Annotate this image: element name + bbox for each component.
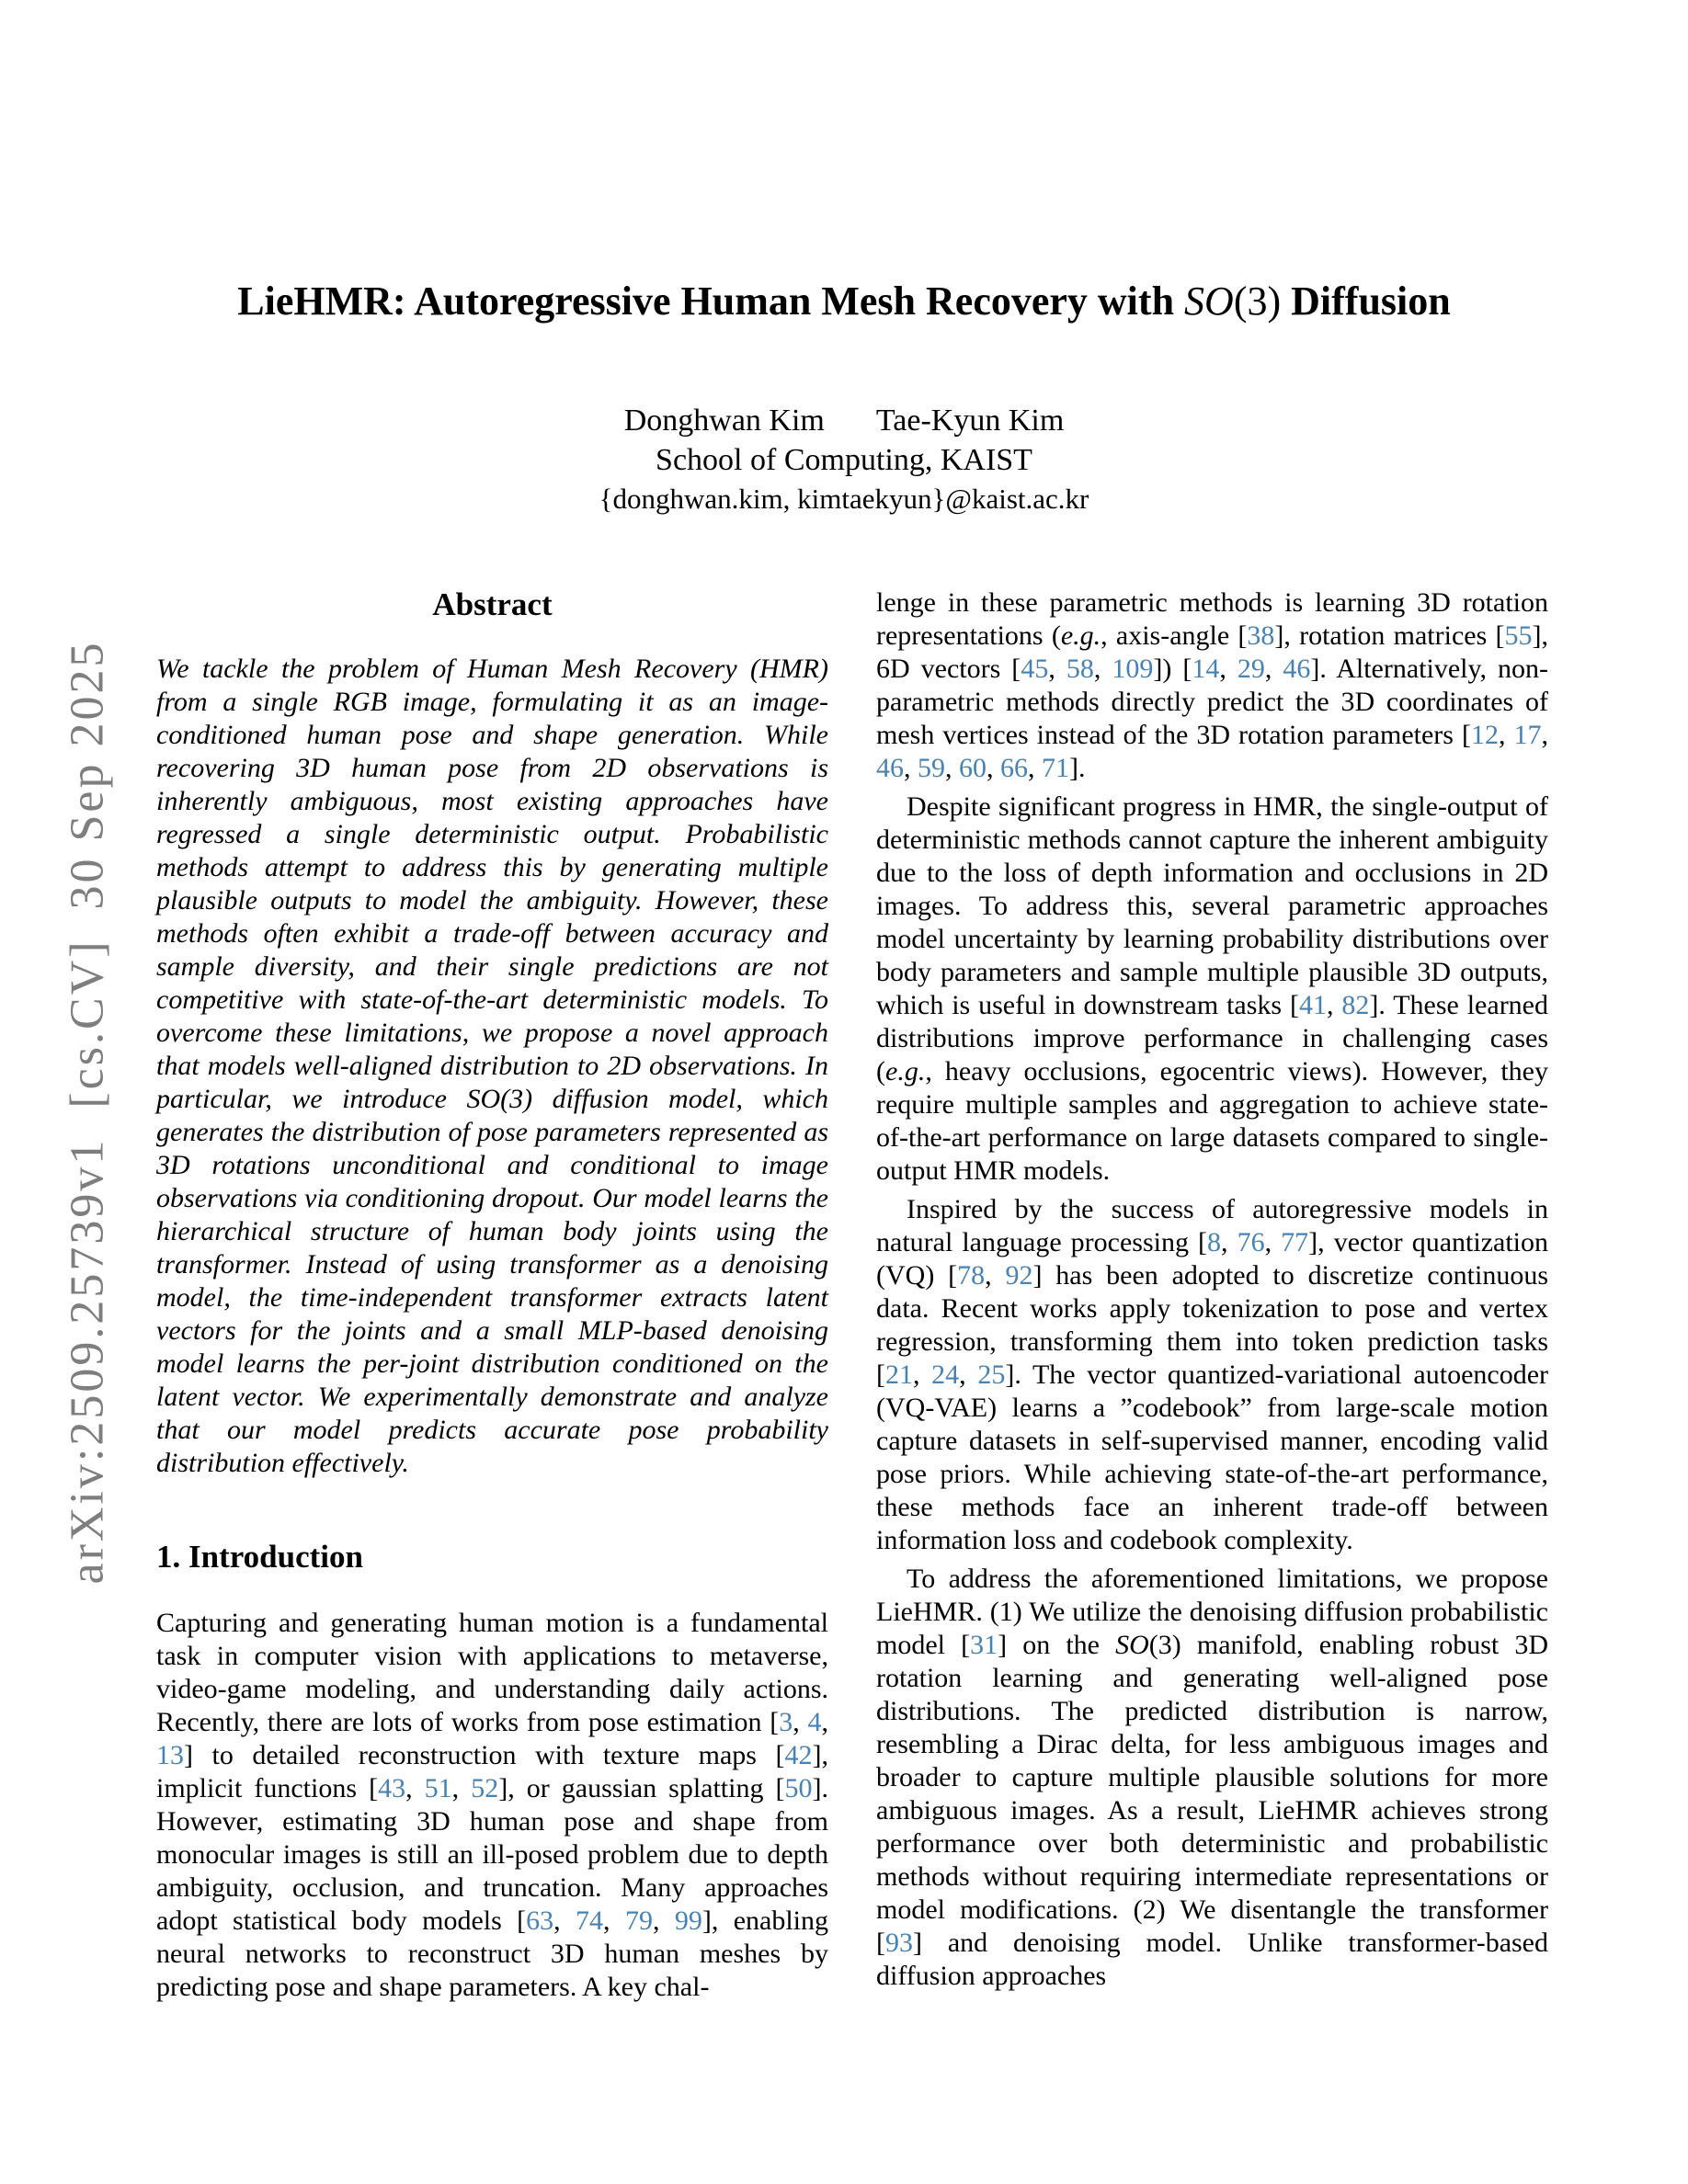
- citation-link[interactable]: 29: [1237, 654, 1265, 684]
- text-segment: We tackle the problem of Human Mesh Recovery (HMR) from a single RGB image, formulating it as an image-conditioned human pose and shape generation. While recovering 3D human pose from 2D observations is inherently ambiguous, most existing approaches have regressed a single deterministic output. Probabilistic methods attempt to address this by generating multiple plausible outputs to model the ambiguity. However, these methods often exhibit a trade-off between accuracy and sample diversity, and their single predictions are not competitive with state-of-the-art deterministic models. To overcome these limitations, we propose a novel approach that models well-aligned distribution to 2D observations. In particular, we introduce SO(3) diffusion model, which generates the distribution of pose parameters represented as 3D rotations unconditional and conditional to image observations via conditioning dropout. Our model learns the hierarchical structure of human body joints using the transformer. Instead of using transformer as a denoising model, the time-independent transformer extracts latent vectors for the joints and a small MLP-based denoising model learns the per-joint distribution conditioned on the latent vector. We experimentally demonstrate and analyze that our model predicts accurate pose probability distribution effectively.: [156, 654, 828, 1478]
- citation-link[interactable]: 79: [624, 1905, 653, 1936]
- text-segment: ], rotation matrices [: [1274, 620, 1505, 651]
- text-segment: ,: [1541, 720, 1549, 750]
- text-segment: ,: [1326, 990, 1342, 1020]
- citation-link[interactable]: 42: [784, 1740, 813, 1770]
- citation-link[interactable]: 93: [885, 1928, 913, 1958]
- author-name: Donghwan Kim: [623, 404, 825, 438]
- text-segment: ,: [603, 1905, 625, 1936]
- citation-link[interactable]: 46: [1283, 654, 1311, 684]
- right-column: [876, 586, 1548, 1993]
- text-segment: SO: [1184, 279, 1234, 324]
- citation-link[interactable]: 74: [576, 1905, 604, 1936]
- text-segment: e.g.: [885, 1056, 926, 1086]
- text-segment: ]. The vector quantized-variational autoencoder (VQ-VAE) learns a ”codebook” from large-scale motion capture datasets in self-supervised manner, encoding valid pose priors. While achieving state-of-the-art performance, these methods face an inherent trade-off between information loss and codebook complexity.: [876, 1359, 1549, 1555]
- text-segment: ]. Alternatively, non-parametric methods directly predict the 3D coordinates of mesh vertices instead of the 3D rotation parameters [: [876, 654, 1549, 750]
- text-segment: ,: [793, 1707, 808, 1737]
- text-segment: Capturing and generating human motion is a fundamental task in computer vision with applications to metaverse, video-game modeling, and understanding daily actions. Recently, there are lots of works from pose estimation [: [156, 1608, 828, 1737]
- text-segment: LieHMR: Autoregressive Human Mesh Recovery with: [237, 279, 1185, 324]
- text-segment: ,: [959, 1359, 978, 1390]
- text-segment: To address the aforementioned limitations, we propose LieHMR. (1) We utilize the denoising diffusion probabilistic model [: [876, 1564, 1548, 1660]
- text-segment: ,: [1048, 654, 1066, 684]
- email-line: {donghwan.kim, kimtaekyun}@kaist.ac.kr: [599, 483, 1089, 515]
- affiliation: School of Computing, KAIST: [656, 443, 1032, 477]
- abstract-heading: Abstract: [432, 586, 553, 622]
- text-segment: ,: [945, 753, 959, 783]
- text-segment: Diffusion: [1281, 279, 1451, 324]
- intro-paragraph-right-2: [876, 791, 1548, 1188]
- citation-link[interactable]: 77: [1281, 1227, 1309, 1257]
- text-segment: e.g.: [1060, 620, 1101, 651]
- text-segment: ], enabling neural networks to reconstruct 3D human meshes by predicting pose and shape parameters. A key chal-: [156, 1905, 829, 2002]
- left-column: [156, 586, 828, 2004]
- text-segment: ,: [1219, 654, 1237, 684]
- arxiv-watermark[interactable]: arXiv:2509.25739v1 [cs.CV] 30 Sep 2025: [61, 640, 114, 1585]
- citation-link[interactable]: 60: [959, 753, 987, 783]
- text-segment: ]) [: [1153, 654, 1192, 684]
- text-segment: ], or gaussian splatting [: [498, 1773, 785, 1803]
- text-segment: ,: [1264, 1227, 1282, 1257]
- citation-link[interactable]: 78: [957, 1260, 986, 1291]
- citation-link[interactable]: 82: [1341, 990, 1370, 1020]
- text-segment: , heavy occlusions, egocentric views). However, they require multiple samples and aggregation to achieve state-of-the-art performance on large datasets compared to single-output HMR models.: [876, 1056, 1548, 1186]
- text-segment: ] to detailed reconstruction with texture maps [: [184, 1740, 785, 1770]
- text-segment: Inspired by the success of autoregressive models in natural language processing [: [876, 1194, 1548, 1257]
- text-segment: lenge in these parametric methods is learning 3D rotation representations (: [876, 587, 1548, 651]
- intro-paragraph-right-4: [876, 1563, 1548, 1993]
- section-heading-introduction: 1. Introduction: [156, 1539, 363, 1575]
- text-segment: SO: [1115, 1630, 1149, 1660]
- citation-link[interactable]: 59: [918, 753, 945, 783]
- text-segment: ] and denoising model. Unlike transformer-based diffusion approaches: [876, 1928, 1548, 1991]
- citation-link[interactable]: 3: [779, 1707, 793, 1737]
- text-segment: ,: [987, 753, 1000, 783]
- citation-link[interactable]: 21: [885, 1359, 913, 1390]
- citation-link[interactable]: 45: [1021, 654, 1049, 684]
- citation-link[interactable]: 58: [1066, 654, 1094, 684]
- text-segment: ,: [1498, 720, 1514, 750]
- citation-link[interactable]: 8: [1207, 1227, 1222, 1257]
- abstract-paragraph: [156, 653, 828, 1480]
- intro-paragraph-right-3: [876, 1193, 1548, 1557]
- text-segment: Despite significant progress in HMR, the single-output of deterministic methods cannot capture the inherent ambiguity due to the loss of depth information and occlusions in 2D images. To address this, several parametric approaches model uncertainty by learning probability distributions over body parameters and sample multiple plausible 3D outputs, which is useful in downstream tasks [: [876, 791, 1548, 1020]
- text-segment: ], 6D vectors [: [876, 620, 1548, 684]
- text-segment: (3): [1233, 279, 1282, 324]
- citation-link[interactable]: 46: [876, 753, 904, 783]
- text-segment: ,: [913, 1359, 932, 1390]
- text-segment: ,: [1221, 1227, 1237, 1257]
- citation-link[interactable]: 76: [1237, 1227, 1265, 1257]
- citation-link[interactable]: 55: [1504, 620, 1533, 651]
- text-segment: ] on the: [998, 1630, 1116, 1660]
- text-segment: ], implicit functions [: [156, 1740, 828, 1803]
- citation-link[interactable]: 13: [156, 1740, 184, 1770]
- citation-link[interactable]: 14: [1192, 654, 1220, 684]
- text-segment: ]. These learned distributions improve performance in challenging cases (: [876, 990, 1548, 1086]
- text-segment: ], vector quantization (VQ) [: [876, 1227, 1549, 1291]
- citation-link[interactable]: 24: [931, 1359, 960, 1390]
- text-segment: , axis-angle [: [1101, 620, 1248, 651]
- citation-link[interactable]: 52: [471, 1773, 499, 1803]
- citation-link[interactable]: 17: [1513, 720, 1542, 750]
- text-segment: (3) manifold, enabling robust 3D rotation learning and generating well-aligned pose distributions. The predicted distribution is narrow, resembling a Dirac delta, for less ambiguous images and broader to capture multiple plausible solutions for more ambiguous images. As a result, LieHMR achieves strong performance over both deterministic and probabilistic methods without requiring intermediate representations or model modifications. (2) We disentangle the transformer [: [876, 1630, 1548, 1958]
- text-segment: ,: [1028, 753, 1042, 783]
- citation-link[interactable]: 12: [1470, 720, 1499, 750]
- text-segment: ,: [1093, 654, 1112, 684]
- text-segment: ,: [652, 1905, 675, 1936]
- text-segment: ,: [821, 1707, 828, 1737]
- citation-link[interactable]: 99: [674, 1905, 702, 1936]
- intro-paragraph-left-1: [156, 1607, 828, 2004]
- text-segment: ,: [904, 753, 918, 783]
- citation-link[interactable]: 25: [977, 1359, 1006, 1390]
- text-segment: ,: [451, 1773, 472, 1803]
- citation-link[interactable]: 63: [526, 1905, 554, 1936]
- author-line: [0, 402, 1688, 440]
- text-segment: ,: [405, 1773, 425, 1803]
- citation-link[interactable]: 4: [807, 1707, 822, 1737]
- citation-link[interactable]: 31: [970, 1630, 998, 1660]
- text-segment: ].: [1069, 753, 1086, 783]
- citation-link[interactable]: 50: [784, 1773, 813, 1803]
- text-segment: ,: [1264, 654, 1283, 684]
- citation-link[interactable]: 51: [424, 1773, 452, 1803]
- citation-link[interactable]: 92: [1005, 1260, 1033, 1291]
- author-name: Tae-Kyun Kim: [875, 404, 1065, 438]
- citation-link[interactable]: 38: [1247, 620, 1275, 651]
- citation-link[interactable]: 41: [1298, 990, 1327, 1020]
- citation-link[interactable]: 71: [1042, 753, 1069, 783]
- citation-link[interactable]: 43: [378, 1773, 406, 1803]
- text-segment: ,: [985, 1260, 1006, 1291]
- text-segment: ]. However, estimating 3D human pose and shape from monocular images is still an ill-posed problem due to depth ambiguity, occlusion, and truncation. Many approaches adopt statistical body models [: [156, 1773, 829, 1936]
- text-segment: ] has been adopted to discretize continuous data. Recent works apply tokenization to pose and vertex regression, transforming them into token prediction tasks [: [876, 1260, 1548, 1390]
- citation-link[interactable]: 66: [1000, 753, 1028, 783]
- paper-title: [0, 279, 1688, 324]
- text-segment: ,: [553, 1905, 576, 1936]
- intro-paragraph-right-1: [876, 586, 1548, 785]
- citation-link[interactable]: 109: [1112, 654, 1154, 684]
